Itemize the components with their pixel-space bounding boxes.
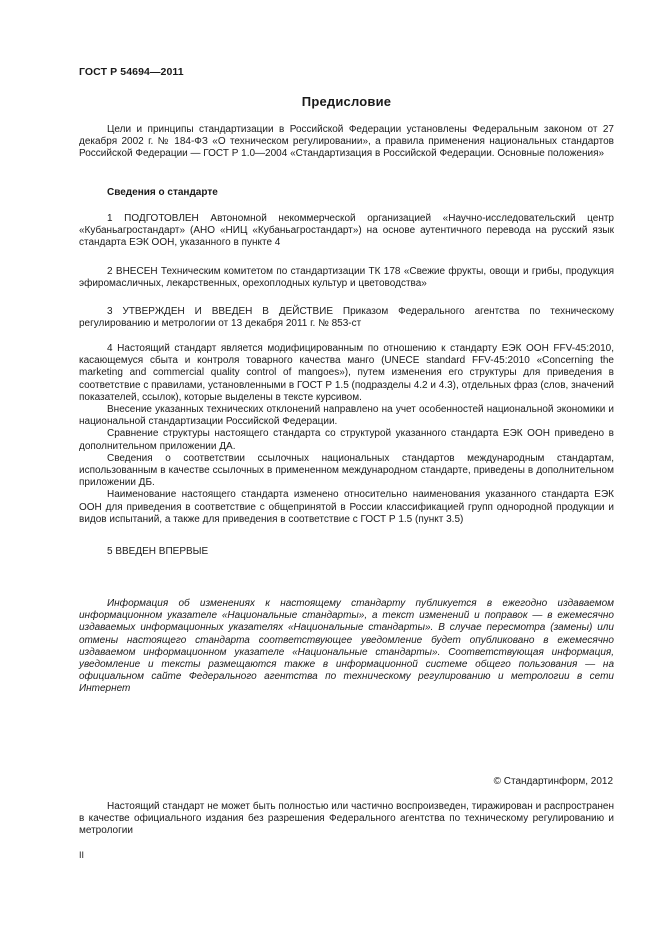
item-2-text: 2 ВНЕСЕН Техническим комитетом по стандартизации ТК 178 «Свежие фрукты, овощи и грибы, продукция эфиромасличных, лекарственных, орехоплодных культур и цветоводства»	[79, 266, 614, 290]
reproduction-text: Настоящий стандарт не может быть полностью или частично воспроизведен, тиражирован и распространен в качестве официального издания без разрешения Федерального агентства по техническому регулированию и метрологии	[79, 801, 614, 837]
item-4-deviations: Внесение указанных технических отклонений направлено на учет особенностей национальной экономики и национальной стандартизации Российской Федерации.	[79, 404, 614, 428]
page-number: II	[79, 850, 85, 860]
copyright: © Стандартинформ, 2012	[493, 776, 613, 787]
page-title: Предисловие	[301, 94, 392, 109]
section-subheading: Сведения о стандарте	[107, 187, 218, 198]
item-4	[79, 343, 614, 526]
item-4-name-change: Наименование настоящего стандарта изменено относительно наименования указанного стандарта ЕЭК ООН для приведения в соответствие с общепринятой в России классификацией групп однородной продукции и видов испытаний, а также для приведения в соответствие с ГОСТ Р 1.5 (пункт 3.5)	[79, 489, 614, 525]
item-4-references: Сведения о соответствии ссылочных национальных стандартов международным стандартам, использованным в качестве ссылочных в примененном международном стандарте, приведены в дополнительном приложении ДБ.	[79, 452, 614, 489]
intro-text: Цели и принципы стандартизации в Российской Федерации установлены Федеральным законом от 27 декабря 2002 г. № 184-ФЗ «О техническом регулировании», а правила применения национальных стандартов Российской Федерации — ГОСТ Р 1.0—2004 «Стандартизация в Российской Федерации. Основные положения»	[79, 124, 614, 160]
item-1-text: 1 ПОДГОТОВЛЕН Автономной некоммерческой организацией «Научно-исследовательский центр «Кубаньагростандарт» (АНО «НИЦ «Кубаньагростандарт») на основе аутентичного перевода на русский язык стандарта ЕЭК ООН, указанного в пункте 4	[79, 213, 614, 249]
item-3-text: 3 УТВЕРЖДЕН И ВВЕДЕН В ДЕЙСТВИЕ Приказом Федерального агентства по техническому регулированию и метрологии от 13 декабря 2011 г. № 853-ст	[79, 306, 614, 330]
item-2	[79, 266, 614, 290]
intro-paragraph	[79, 124, 614, 161]
item-1	[79, 213, 614, 250]
item-4-structure: Сравнение структуры настоящего стандарта со структурой указанного стандарта ЕЭК ООН приведено в дополнительном приложении ДА.	[79, 428, 614, 452]
item-4-text: 4 Настоящий стандарт является модифицированным по отношению к стандарту ЕЭК ООН FFV-45:2010, касающемуся сбыта и контроля товарного качества манго (UNECE standard FFV-45:2010 «Concerning the marketing and commercial quality control of mangoes»), путем изменения его структуры для приведения в соответствие с правилами, установленными в ГОСТ Р 1.5 (подразделы 4.2 и 4.3), отдельных фраз (слов, значений показателей, ссылок), которые выделены в тексте курсивом.	[79, 343, 614, 403]
item-5	[79, 546, 614, 558]
item-3	[79, 306, 614, 330]
reproduction-notice	[79, 801, 614, 838]
standard-code: ГОСТ Р 54694—2011	[79, 66, 184, 78]
item-5-text: 5 ВВЕДЕН ВПЕРВЫЕ	[107, 546, 209, 557]
info-notice	[79, 598, 614, 696]
info-notice-text: Информация об изменениях к настоящему стандарту публикуется в ежегодно издаваемом информационном указателе «Национальные стандарты», а текст изменений и поправок — в ежемесячно издаваемых информационных указателях «Национальные стандарты». В случае пересмотра (замены) или отмены настоящего стандарта соответствующее уведомление будет опубликовано в ежемесячно издаваемом информационном указателе «Национальные стандарты». Соответствующая информация, уведомление и тексты размещаются также в информационной системе общего пользования — на официальном сайте Федерального агентства по техническому регулированию и метрологии в сети Интернет	[79, 598, 614, 695]
